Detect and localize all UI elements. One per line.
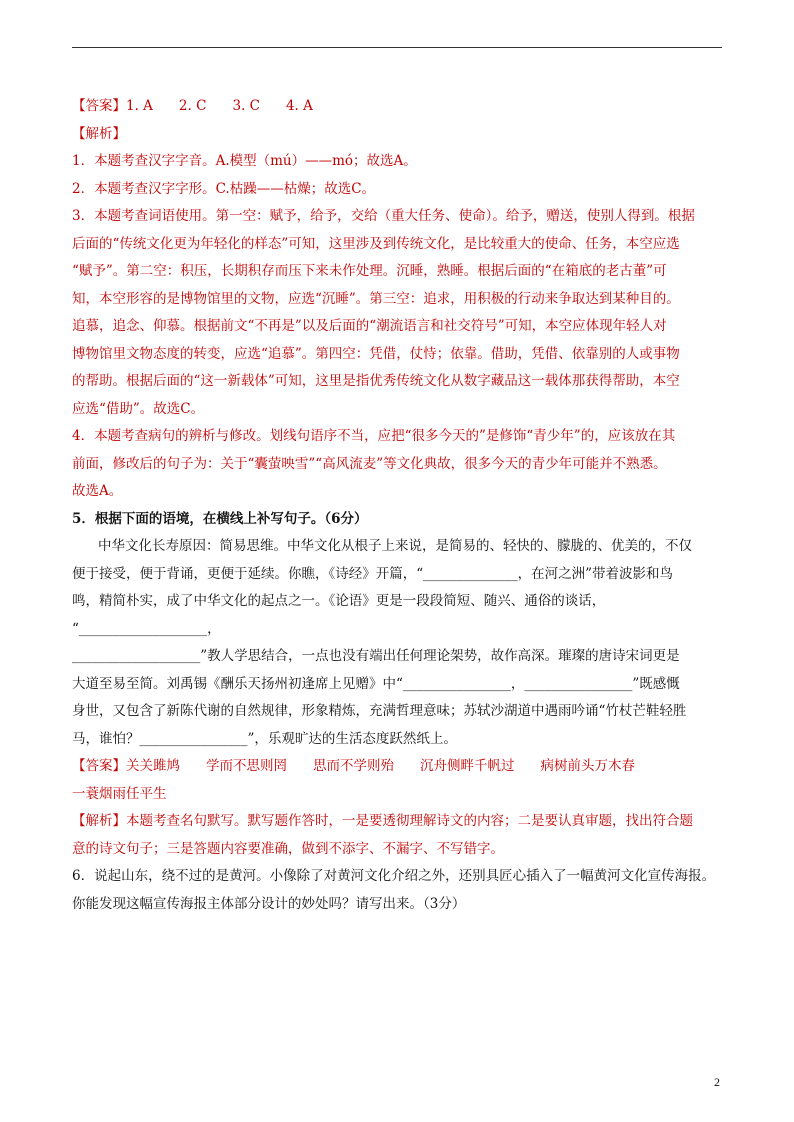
question-5-text: 便于接受，便于背诵，更便于延续。你瞧，《诗经》开篇，“______________，在河之洲”带着波影和鸟 [72, 565, 674, 582]
analysis-line: 2．本题考查汉字字形。C.枯躁——枯燥；故选C。 [72, 180, 376, 197]
answer-item-4: 4. A [285, 98, 313, 114]
analysis-line: 故选A。 [72, 483, 123, 499]
answer-label: 【答案】 [72, 98, 126, 114]
answer-label: 【答案】 [72, 758, 126, 774]
question-5-text: “___________________， [72, 620, 221, 637]
answer-item: 关关雎鸠 [126, 758, 180, 774]
answer-item-1: 1. A [126, 98, 153, 114]
answer-line-1 [72, 93, 724, 121]
question-5-text: 中华文化长寿原因：简易思维。中华文化从根子上来说，是简易的、轻快的、朦胧的、优美的，不仅 [98, 538, 692, 554]
question-6-text: 6．说起山东，绕不过的是黄河。小像除了对黄河文化介绍之外，还别具匠心插入了一幅黄河文化宣传海报。 [72, 868, 716, 884]
answer-item: 学而不思则罔 [206, 758, 287, 774]
question-5-text: 马，谁怕？________________”，乐观旷达的生活态度跃然纸上。 [72, 730, 457, 747]
question-5-title: 5．根据下面的语境，在横线上补写句子。（6分） [72, 510, 368, 527]
answer-item: 病树前头万木春 [540, 758, 635, 774]
question-5-text: 大道至易至简。刘禹锡《酬乐天扬州初逢席上见赠》中“________________，________________”既感慨 [72, 675, 680, 692]
analysis-line: 3．本题考查词语使用。第一空：赋予，给予，交给（重大任务、使命）。给予，赠送，使别人得到。根据 [72, 208, 695, 224]
analysis-label: 【解析】 [72, 125, 126, 142]
analysis-line: 应选“借助”。故选C。 [72, 400, 205, 417]
analysis-line: 博物馆里文物态度的转变，应选“追慕”。第四空：凭借，仗恃；依靠。借助，凭借、依靠别的人或事物 [72, 345, 680, 362]
page-number: 2 [714, 1075, 720, 1089]
analysis-2-line [72, 808, 724, 836]
answer-item-2: 2. C [178, 98, 207, 114]
analysis-line: 后面的“传统文化更为年轻化的样态”可知，这里涉及到传统文化，是比较重大的使命、任务，本空应选 [72, 235, 680, 252]
analysis-line: 前面，修改后的句子为：关于“囊萤映雪”“高风流麦”等文化典故，很多今天的青少年可能并不熟悉。 [72, 455, 667, 472]
answer-item-extra: 一蓑烟雨任平生 [72, 785, 167, 802]
header-rule [72, 47, 722, 48]
document-body [72, 93, 724, 918]
question-5-text: ___________________”教人学思结合，一点也没有端出任何理论架势，故作高深。璀璨的唐诗宋词更是 [72, 648, 680, 664]
question-5-text: 身世，又包含了新陈代谢的自然规律，形象精炼，充满哲理意味；苏轼沙湖道中遇雨吟诵“竹杖芒鞋轻胜 [72, 703, 687, 719]
analysis-label: 【解析】 [72, 813, 126, 829]
analysis-line: 4．本题考查病句的辨析与修改。划线句语序不当，应把“很多今天的”是修饰“青少年”的，应该放在其 [72, 428, 676, 444]
answer-item: 思而不学则殆 [313, 758, 394, 774]
analysis-line: “赋予”。第二空：积压，长期积存而压下来未作处理。沉睡，熟睡。根据后面的“在箱底的老古董”可 [72, 263, 667, 279]
analysis-line: 的帮助。根据后面的“这一新载体”可知，这里是指优秀传统文化从数字藏品这一载体那获得帮助，本空 [72, 373, 680, 389]
analysis-line: 追慕，追念、仰慕。根据前文“不再是”以及后面的“潮流语言和社交符号”可知，本空应体现年轻人对 [72, 318, 667, 334]
analysis-line: 知，本空形容的是博物馆里的文物，应选“沉睡”。第三空：追求，用积极的行动来争取达到某种目的。 [72, 290, 680, 307]
answer-item-3: 3. C [232, 98, 260, 114]
analysis-2-line: 意的诗文句子；三是答题内容要准确，做到不添字、不漏字、不写错字。 [72, 840, 504, 857]
question-5-text: 鸣，精简朴实，成了中华文化的起点之一。《论语》更是一段段简短、随兴、通俗的谈话， [72, 593, 606, 609]
analysis-line: 1．本题考查汉字字音。A.模型（mú）——mó；故选A。 [72, 153, 417, 169]
answer-line-2 [72, 753, 724, 781]
question-6-text: 你能发现这幅宣传海报主体部分设计的妙处吗？请写出来。（3分） [72, 895, 466, 912]
answer-item: 沉舟侧畔千帆过 [420, 758, 515, 774]
analysis-2-text: 本题考查名句默写。默写题作答时，一是要透彻理解诗文的内容；二是要认真审题，找出符合题 [126, 813, 693, 829]
